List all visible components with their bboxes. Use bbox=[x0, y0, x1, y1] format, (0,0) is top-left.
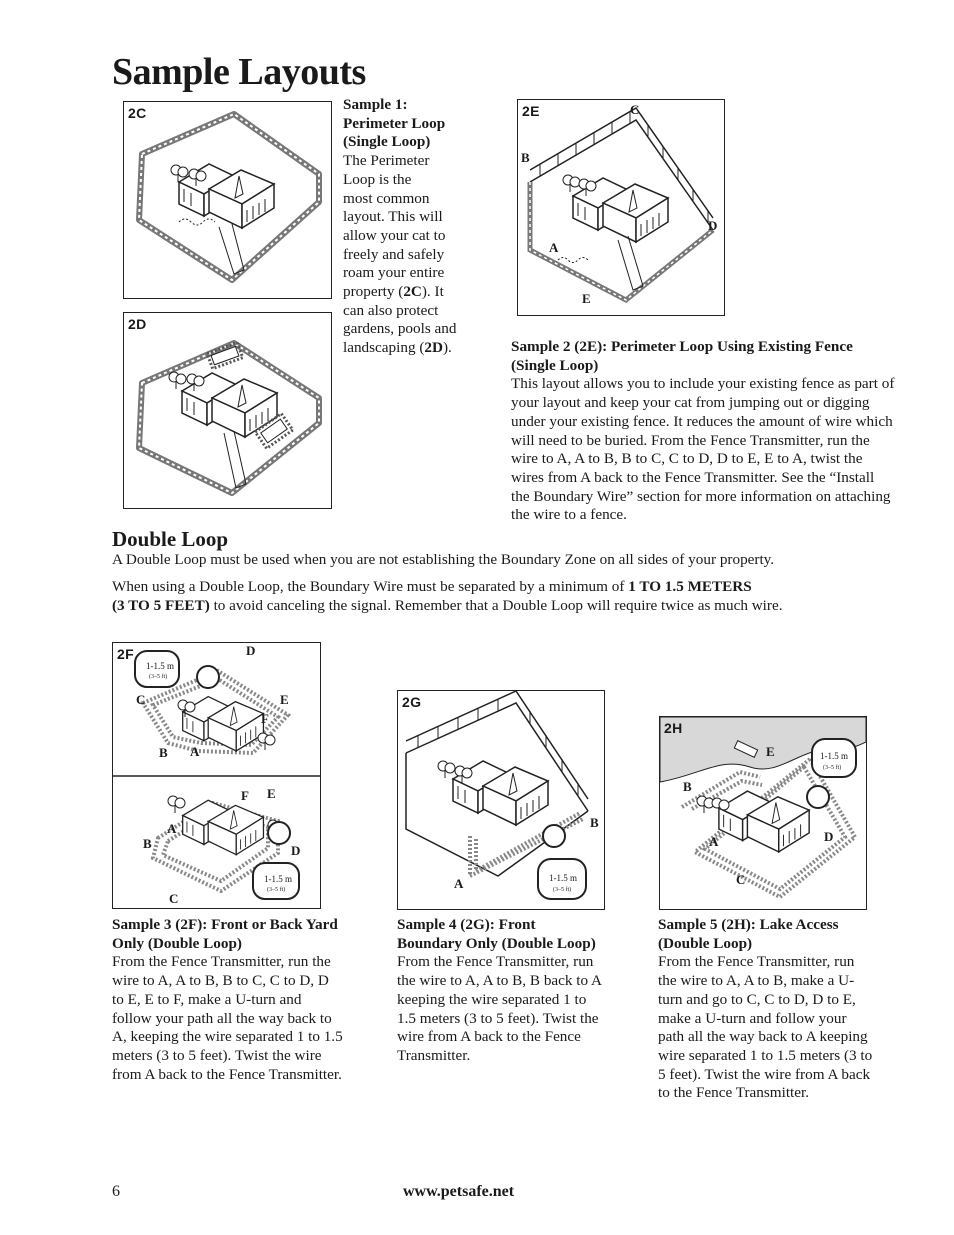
spacing-label-ft: (3–5 ft) bbox=[149, 674, 168, 680]
figure-tag: 2D bbox=[128, 316, 147, 332]
sample3-body: From the Fence Transmitter, run the wire to A, A to B, B to C, C to D, D to E, E to F, make a U-turn and follow your path all the way back to A, keeping the wire separated 1 to 1.5 meters (3 to 5 feet). Twist the wire from A back to the Fence Transmitter. bbox=[112, 953, 343, 1083]
spacing-label: 1-1.5 m bbox=[146, 661, 174, 671]
sample2-heading: Sample 2 (2E): Perimeter Loop Using Existing Fence (Single Loop) bbox=[511, 338, 853, 374]
spacing-label-ft: (3–5 ft) bbox=[823, 765, 842, 771]
point-label-d: D bbox=[708, 218, 718, 233]
spacing-label: 1-1.5 m bbox=[549, 873, 577, 883]
sample1-text bbox=[343, 96, 483, 358]
figure-2f bbox=[112, 642, 321, 909]
point-label-c: C bbox=[136, 692, 146, 707]
sample1-heading-2: Perimeter Loop bbox=[343, 114, 446, 132]
point-label-b: B bbox=[590, 815, 599, 830]
sample5-text bbox=[658, 916, 873, 1103]
point-label-b: B bbox=[521, 150, 530, 165]
sample4-body: From the Fence Transmitter, run the wire to A, A to B, B back to A keeping the wire separated 1 to 1.5 meters (3 to 5 feet). Twist the wire from A back to the Fence Transmitter. bbox=[397, 953, 602, 1064]
point-label-a: A bbox=[709, 834, 719, 849]
figure-2g bbox=[397, 690, 605, 910]
point-label-c: C bbox=[630, 102, 640, 117]
sample1-heading-1: Sample 1: bbox=[343, 96, 408, 113]
sample1-line: layout. This will bbox=[343, 208, 443, 226]
figure-ref: 2C bbox=[403, 283, 422, 301]
para-bold: 1 TO 1.5 METERS bbox=[628, 578, 752, 595]
spacing-label-ft: (3–5 ft) bbox=[553, 887, 572, 893]
sample1-line: Loop is the bbox=[343, 170, 412, 188]
point-label-b: B bbox=[683, 779, 692, 794]
point-label-a: A bbox=[454, 876, 464, 891]
sample1-line: most common bbox=[343, 189, 430, 207]
sample3-heading: Sample 3 (2F): Front or Back Yard Only (Double Loop) bbox=[112, 916, 338, 952]
sample2-body: This layout allows you to include your existing fence as part of your layout and keep your cat from jumping out or digging under your existing fence. It reduces the amount of wire which will need to be buried. From the Fence Transmitter, run the wire to A, A to B, B to C, C to D, D to E, E to A, twist the wires from A back to the Fence Transmitter. See the “Install the Boundary Wire” section for more information on attaching the wire to a fence. bbox=[511, 375, 895, 524]
spacing-label-ft: (3–5 ft) bbox=[267, 887, 286, 893]
point-label-c: C bbox=[169, 891, 179, 906]
point-label-b: B bbox=[159, 745, 168, 760]
para-text: to avoid canceling the signal. Remember that a Double Loop will require twice as much wire. bbox=[209, 596, 783, 614]
sample1-line: can also protect bbox=[343, 301, 439, 319]
sample1-line: property ( bbox=[343, 283, 404, 301]
figure-tag: 2E bbox=[522, 103, 540, 119]
page-number: 6 bbox=[112, 1183, 120, 1200]
figure-2h bbox=[659, 716, 867, 910]
sample1-line: ). It bbox=[421, 283, 444, 301]
point-label-d: D bbox=[291, 843, 301, 858]
sample1-line: allow your cat to bbox=[343, 226, 446, 244]
sample1-line: The Perimeter bbox=[343, 152, 430, 170]
perimeter-loop-diagram bbox=[124, 102, 331, 298]
sample1-line: landscaping ( bbox=[343, 339, 425, 357]
sample1-line: ). bbox=[442, 339, 452, 357]
page-title: Sample Layouts bbox=[112, 51, 366, 93]
double-loop-para-1: A Double Loop must be used when you are not establishing the Boundary Zone on all sides of your property. bbox=[112, 551, 775, 568]
front-back-yard-diagram bbox=[113, 643, 320, 908]
lake-access-diagram bbox=[660, 717, 866, 909]
point-label-f: F bbox=[241, 788, 249, 803]
para-text: When using a Double Loop, the Boundary Wire must be separated by a minimum of bbox=[112, 578, 629, 595]
figure-tag: 2H bbox=[664, 720, 683, 736]
existing-fence-diagram bbox=[518, 100, 724, 315]
figure-2d bbox=[123, 312, 332, 509]
point-label-c: C bbox=[736, 872, 746, 887]
point-label-f: F bbox=[261, 711, 269, 726]
figure-tag: 2C bbox=[128, 105, 147, 121]
spacing-label: 1-1.5 m bbox=[820, 751, 848, 761]
sample2-text bbox=[511, 338, 896, 525]
figure-tag: 2F bbox=[117, 646, 134, 662]
point-label-a: A bbox=[190, 744, 200, 759]
figure-ref: 2D bbox=[424, 339, 443, 357]
sample3-text bbox=[112, 916, 344, 1084]
sample4-text bbox=[397, 916, 602, 1066]
point-label-b: B bbox=[143, 836, 152, 851]
figure-2e bbox=[517, 99, 725, 316]
point-label-e: E bbox=[280, 692, 289, 707]
point-label-a: A bbox=[167, 821, 177, 836]
point-label-e: E bbox=[267, 786, 276, 801]
point-label-e: E bbox=[582, 291, 591, 306]
garden-loop-diagram bbox=[124, 313, 331, 508]
point-label-d: D bbox=[246, 643, 256, 658]
sample5-body: From the Fence Transmitter, run the wire to A, A to B, make a U-turn and go to C, C to D, D to E, make a U-turn and follow your path all the way back to A keeping wire separated 1 to 1.5 meters (3 to 5 feet). Twist the wire from A back to the Fence Transmitter. bbox=[658, 953, 873, 1102]
spacing-label: 1-1.5 m bbox=[264, 874, 292, 884]
sample1-line: freely and safely bbox=[343, 245, 445, 263]
sample1-line: roam your entire bbox=[343, 264, 445, 282]
sample1-heading-3: (Single Loop) bbox=[343, 133, 431, 151]
figure-2c bbox=[123, 101, 332, 299]
sample4-heading: Sample 4 (2G): Front Boundary Only (Double Loop) bbox=[397, 916, 596, 952]
sample1-line: gardens, pools and bbox=[343, 320, 457, 338]
figure-tag: 2G bbox=[402, 694, 422, 710]
double-loop-heading: Double Loop bbox=[112, 527, 229, 551]
para-bold: (3 TO 5 FEET) bbox=[112, 596, 210, 614]
point-label-d: D bbox=[824, 829, 834, 844]
point-label-e: E bbox=[766, 744, 775, 759]
sample5-heading: Sample 5 (2H): Lake Access (Double Loop) bbox=[658, 916, 839, 952]
website-link[interactable]: www.petsafe.net bbox=[403, 1183, 515, 1200]
point-label-a: A bbox=[549, 240, 559, 255]
double-loop-para-2 bbox=[112, 578, 892, 615]
